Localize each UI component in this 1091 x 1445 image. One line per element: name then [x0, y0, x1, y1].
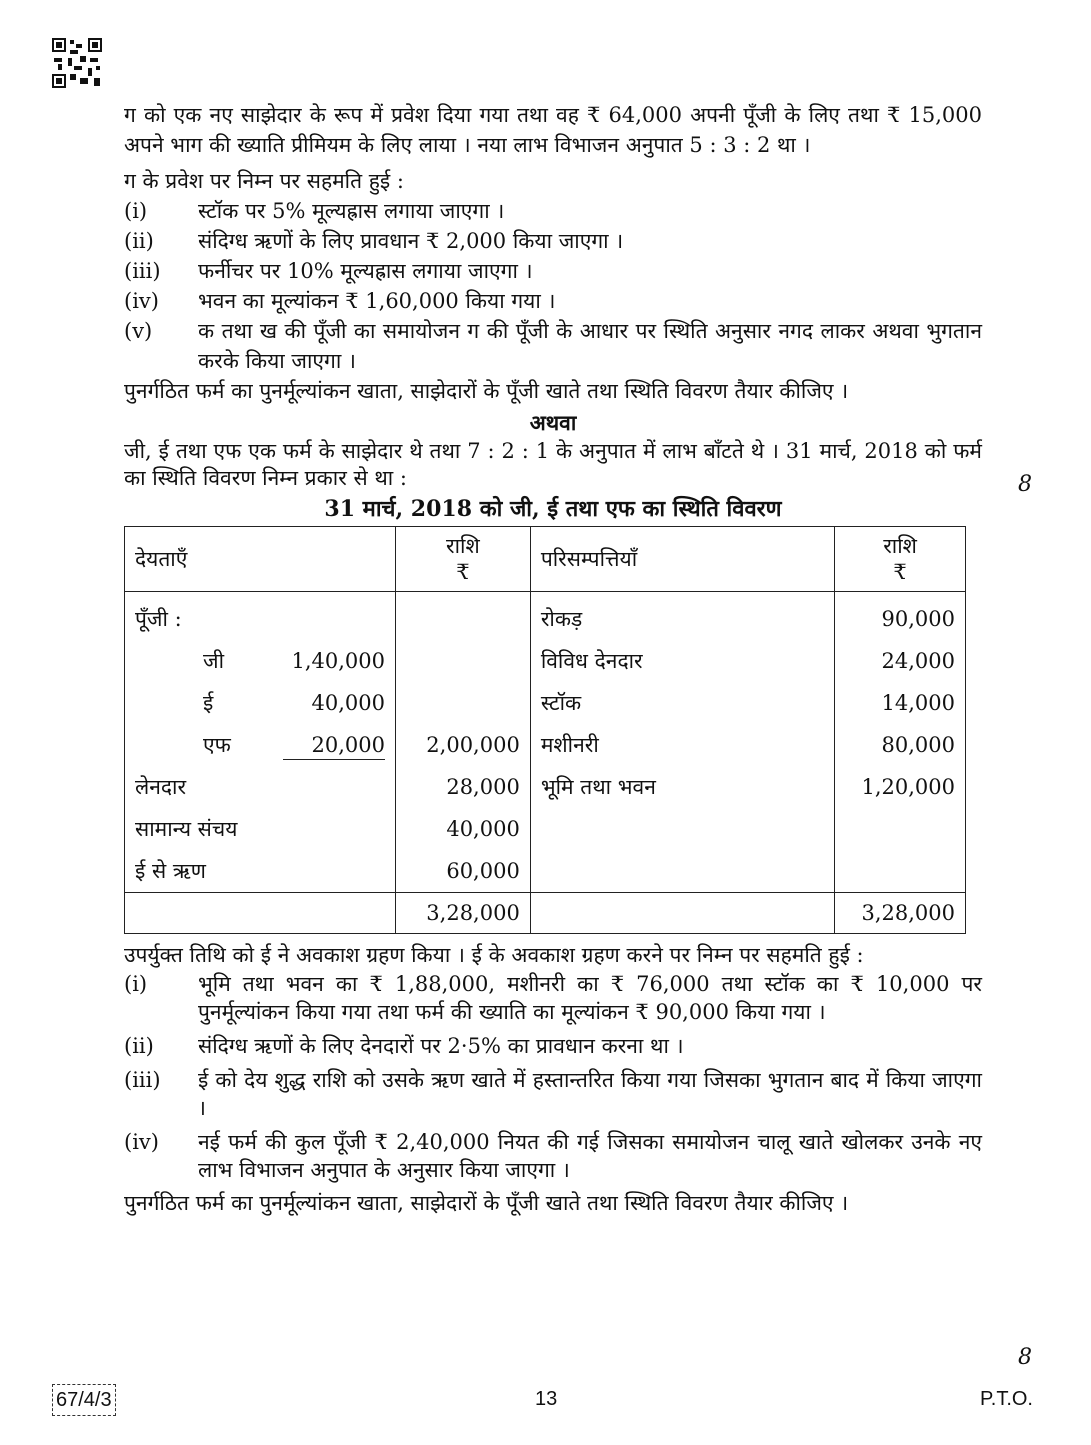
table-row: भूमि तथा भवन — [540, 775, 656, 799]
paper-code: 67/4/3 — [52, 1384, 116, 1416]
header-assets: परिसम्पत्तियाँ — [530, 527, 834, 592]
capital-total: 2,00,000 — [426, 733, 520, 757]
liabilities-cell — [125, 592, 396, 893]
table-row: जी 1,40,000 — [203, 649, 385, 673]
liabilities-amount-cell: 2,00,000 28,000 40,000 60,000 — [396, 592, 531, 893]
header-amount: राशि ₹ — [835, 527, 966, 592]
table-row: रोकड़ — [540, 607, 583, 631]
total-liabilities: 3,28,000 — [396, 893, 531, 934]
section2-intro: जी, ई तथा एफ एक फर्म के साझेदार थे तथा 7 : 2 : 1 के अनुपात में लाभ बाँटते थे । 31 मार्च, 2018 को फर्म का स्थिति विवरण निम्न प्रकार से था : — [124, 439, 982, 490]
pto-label: P.T.O. — [980, 1388, 1033, 1410]
list-item: (ii) संदिग्ध ऋणों के लिए देनदारों पर 2·5% का प्रावधान करना था । — [124, 1034, 684, 1058]
section1-agreed: ग के प्रवेश पर निम्न पर सहमति हुई : — [124, 169, 404, 193]
balance-sheet-title: 31 मार्च, 2018 को जी, ई तथा एफ का स्थिति विवरण — [324, 496, 782, 522]
table-row: स्टॉक — [540, 691, 582, 715]
header-amount: राशि ₹ — [396, 527, 531, 592]
table-row: मशीनरी — [540, 733, 599, 757]
list-item: (ii) संदिग्ध ऋणों के लिए प्रावधान ₹ 2,000 किया जाएगा । — [124, 229, 624, 253]
assets-cell — [530, 592, 834, 893]
header-liabilities: देयताएँ — [125, 527, 396, 592]
or-heading: अथवा — [529, 410, 577, 435]
page-number: 13 — [535, 1388, 558, 1410]
total-row — [125, 893, 966, 934]
list-item: (iv) नई फर्म की कुल पूँजी ₹ 2,40,000 नियत की गई जिसका समायोजन चालू खाते खोलकर उनके नए लाभ विभाजन अनुपात के अनुसार किया जाएगा । — [124, 1130, 982, 1182]
section2-instruction: पुनर्गठित फर्म का पुनर्मूल्यांकन खाता, साझेदारों के पूँजी खाते तथा स्थिति विवरण तैयार कीजिए । — [124, 1191, 849, 1215]
page-content — [124, 100, 982, 1218]
table-row: सामान्य संचय — [135, 817, 238, 841]
list-item: (v) क तथा ख की पूँजी का समायोजन ग की पूँजी के आधार पर स्थिति अनुसार नगद लाकर अथवा भुगतान करके किया जाएगा । — [124, 319, 982, 373]
table-row: लेनदार — [135, 775, 187, 799]
marks-section2: 8 — [1018, 1345, 1032, 1370]
list-item: (i) भूमि तथा भवन का ₹ 1,88,000, मशीनरी का ₹ 76,000 तथा स्टॉक का ₹ 10,000 पर पुनर्मूल्यांकन किया गया तथा फर्म की ख्याति का मूल्यांकन ₹ 90,000 किया गया । — [124, 972, 982, 1024]
retirement-intro: उपर्युक्त तिथि को ई ने अवकाश ग्रहण किया । ई के अवकाश ग्रहण करने पर निम्न पर सहमति हुई : — [124, 943, 864, 967]
total-assets: 3,28,000 — [835, 893, 966, 934]
assets-amount-cell: 90,000 24,000 14,000 80,000 1,20,000 — [835, 592, 966, 893]
marks-section1: 8 — [1018, 472, 1032, 497]
section1-instruction: पुनर्गठित फर्म का पुनर्मूल्यांकन खाता, साझेदारों के पूँजी खाते तथा स्थिति विवरण तैयार कीजिए । — [124, 379, 849, 403]
qr-code-icon — [52, 38, 102, 88]
list-item: (i) स्टॉक पर 5% मूल्यह्रास लगाया जाएगा । — [124, 199, 505, 223]
table-row: ई 40,000 — [203, 691, 385, 715]
list-item: (iii) ई को देय शुद्ध राशि को उसके ऋण खाते में हस्तान्तरित किया गया जिसका भुगतान बाद में किया जाएगा । — [124, 1068, 982, 1120]
table-row: ई से ऋण — [135, 859, 206, 883]
list-item: (iii) फर्नीचर पर 10% मूल्यह्रास लगाया जाएगा । — [124, 259, 533, 283]
table-row: एफ 20,000 — [135, 724, 385, 766]
capital-label: पूँजी : — [135, 607, 182, 631]
table-row: विविध देनदार — [540, 649, 643, 673]
list-item: (iv) भवन का मूल्यांकन ₹ 1,60,000 किया गया । — [124, 289, 556, 313]
section1-intro: ग को एक नए साझेदार के रूप में प्रवेश दिया गया तथा वह ₹ 64,000 अपनी पूँजी के लिए तथा ₹ 15,000 अपने भाग की ख्याति प्रीमियम के लिए लाया । नया लाभ विभाजन अनुपात 5 : 3 : 2 था । — [124, 103, 982, 157]
balance-sheet-table — [124, 526, 966, 934]
